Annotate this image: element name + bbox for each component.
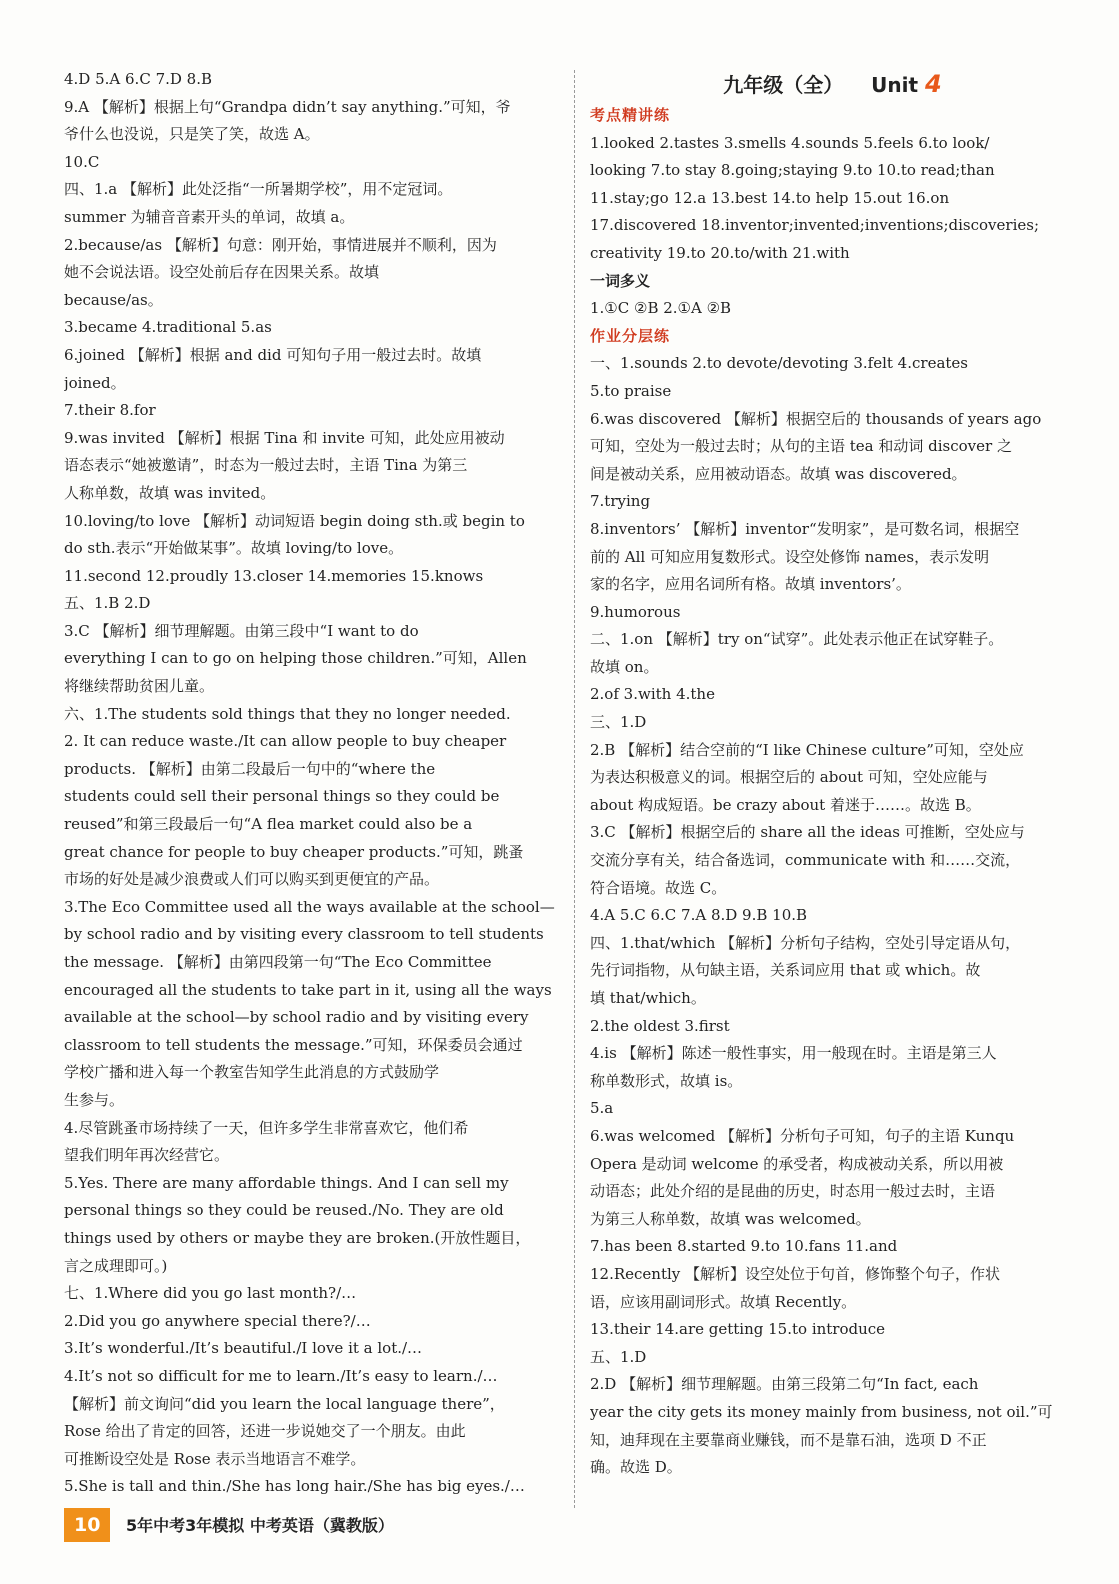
answer-line: everything I can to go on helping those children.”可知，Allen: [64, 649, 527, 668]
answer-line: students could sell their personal things so they could be: [64, 787, 500, 806]
answer-line: 人称单数，故填 was invited。: [64, 483, 276, 502]
answer-line: reused”和第三段最后一句“A flea market could also be a: [64, 815, 473, 834]
answer-line: 9.was invited 【解析】根据 Tina 和 invite 可知，此处应用被动: [64, 428, 505, 447]
book-title: 5年中考3年模拟 中考英语（冀教版）: [126, 1516, 394, 1535]
answer-line: 3.C 【解析】细节理解题。由第三段中“I want to do: [64, 621, 419, 640]
unit-number: 4: [925, 70, 942, 98]
answer-line: 确。故选 D。: [590, 1458, 682, 1477]
answer-line: things used by others or maybe they are broken.(开放性题目，: [64, 1228, 531, 1247]
answer-line: 爷什么也没说，只是笑了笑，故选 A。: [64, 125, 320, 144]
answer-line: 7.trying: [590, 492, 651, 511]
answer-line: 5.to praise: [590, 381, 672, 400]
answer-line: 11.second 12.proudly 13.closer 14.memories 15.knows: [64, 566, 484, 585]
answer-line: summer 为辅音音素开头的单词，故填 a。: [64, 207, 355, 226]
answer-line: 五、1.B 2.D: [64, 594, 151, 613]
answer-line: encouraged all the students to take part in it, using all the ways: [64, 980, 552, 999]
answer-line: 4.It’s not so difficult for me to learn./It’s easy to learn./…: [64, 1366, 498, 1385]
answer-line: 9.A 【解析】根据上句“Grandpa didn’t say anything.”可知，爷: [64, 97, 511, 116]
answer-line: about 构成短语。be crazy about 着迷于……。故选 B。: [590, 795, 981, 814]
answer-line: 12.Recently 【解析】设空处位于句首，修饰整个句子，作状: [590, 1264, 1001, 1283]
answer-line: 家的名字，应用名词所有格。故填 inventors’。: [590, 575, 911, 594]
answer-line: 填 that/which。: [590, 989, 706, 1007]
answer-line: 2. It can reduce waste./It can allow people to buy cheaper: [64, 732, 507, 751]
answer-line: 2.D 【解析】细节理解题。由第三段第二句“In fact, each: [590, 1375, 979, 1394]
answer-line: 二、1.on 【解析】try on“试穿”。此处表示他正在试穿鞋子。: [590, 630, 1004, 649]
answer-line: 前的 All 可知应用复数形式。设空处修饰 names，表示发明: [590, 547, 990, 566]
left-column: [64, 66, 560, 1501]
column-divider: [574, 70, 575, 1508]
answer-line: 为第三人称单数，故填 was welcomed。: [590, 1209, 871, 1228]
answer-line: 6.was discovered 【解析】根据空后的 thousands of years ago: [590, 409, 1042, 428]
answer-line: by school radio and by visiting every classroom to tell students: [64, 925, 544, 944]
answers-block-kaodian: [590, 130, 1075, 268]
answer-line: 2.B 【解析】结合空前的“I like Chinese culture”可知，空处应: [590, 740, 1024, 759]
answer-line: 将继续帮助贫困儿童。: [64, 677, 215, 696]
answer-line: looking 7.to stay 8.going;staying 9.to 10.to read;than: [590, 161, 995, 180]
grade-label: 九年级（全）: [723, 73, 844, 97]
right-column: [590, 66, 1075, 1482]
answer-line: 9.humorous: [590, 602, 681, 621]
answer-line: the message. 【解析】由第四段第一句“The Eco Committee: [64, 953, 492, 971]
answer-line: 1.looked 2.tastes 3.smells 4.sounds 5.feels 6.to look/: [590, 133, 990, 152]
answer-line: 1.①C ②B 2.①A ②B: [590, 299, 732, 318]
answer-line: 语态表示“她被邀请”，时态为一般过去时，主语 Tina 为第三: [64, 456, 468, 475]
answer-line: 7.their 8.for: [64, 401, 156, 420]
answer-line: 17.discovered 18.inventor;invented;inventions;discoveries;: [590, 216, 1040, 235]
answer-line: 4.D 5.A 6.C 7.D 8.B: [64, 70, 213, 88]
answer-line: 10.loving/to love 【解析】动词短语 begin doing sth.或 begin to: [64, 511, 525, 530]
answer-line: 生参与。: [64, 1090, 125, 1109]
answer-line: year the city gets its money mainly from business, not oil.”可: [590, 1402, 1053, 1421]
answer-line: 间是被动关系，应用被动语态。故填 was discovered。: [590, 464, 967, 483]
answer-line: 4.尽管跳蚤市场持续了一天，但许多学生非常喜欢它，他们希: [64, 1118, 469, 1137]
answer-line: 11.stay;go 12.a 13.best 14.to help 15.out 16.on: [590, 188, 950, 207]
answer-line: 先行词指物，从句缺主语，关系词应用 that 或 which。故: [590, 961, 981, 980]
answer-line: 7.has been 8.started 9.to 10.fans 11.and: [590, 1237, 898, 1256]
answer-line: do sth.表示“开始做某事”。故填 loving/to love。: [64, 539, 404, 558]
answer-line: 2.the oldest 3.first: [590, 1016, 730, 1035]
page-number: 10: [64, 1508, 110, 1542]
unit-title: [590, 66, 1075, 102]
answer-line: joined。: [64, 373, 126, 392]
answer-line: 3.It’s wonderful./It’s beautiful./I love it a lot./…: [64, 1339, 423, 1358]
answer-line: 6.was welcomed 【解析】分析句子可知，句子的主语 Kunqu: [590, 1126, 1015, 1145]
answer-line: 六、1.The students sold things that they no longer needed.: [64, 704, 511, 723]
answer-line: 13.their 14.are getting 15.to introduce: [590, 1320, 886, 1339]
section-heading-kaodian: 考点精讲练: [590, 106, 671, 124]
answer-line: 3.became 4.traditional 5.as: [64, 318, 272, 337]
answer-line: 10.C: [64, 152, 100, 171]
answer-line: 一、1.sounds 2.to devote/devoting 3.felt 4.creates: [590, 354, 968, 373]
answer-line: 【解析】前文询问“did you learn the local language there”，: [64, 1394, 505, 1413]
answer-line: 学校广播和进入每一个教室告知学生此消息的方式鼓励学: [64, 1063, 440, 1082]
answer-line: 语，应该用副词形式。故填 Recently。: [590, 1292, 857, 1311]
answer-line: 称单数形式，故填 is。: [590, 1071, 743, 1090]
answer-line: classroom to tell students the message.”可知，环保委员会通过: [64, 1035, 523, 1054]
answer-line: 市场的好处是减少浪费或人们可以购买到更便宜的产品。: [64, 870, 440, 889]
answer-line: 符合语境。故选 C。: [590, 878, 727, 897]
answer-line: 言之成理即可。): [64, 1256, 168, 1275]
answer-line: 3.The Eco Committee used all the ways available at the school—: [64, 897, 555, 916]
answer-line: 五、1.D: [590, 1347, 647, 1366]
answer-line: 4.A 5.C 6.C 7.A 8.D 9.B 10.B: [590, 906, 808, 925]
answer-line: 四、1.that/which 【解析】分析句子结构，空处引导定语从句，: [590, 933, 1021, 952]
answer-line: 2.because/as 【解析】句意：刚开始，事情进展并不顺利，因为: [64, 235, 497, 254]
answer-line: 为表达积极意义的词。根据空后的 about 可知，空处应能与: [590, 768, 988, 787]
answers-block-yicixuoyi: [590, 295, 1075, 323]
page-footer: [64, 1508, 394, 1542]
answer-line: great chance for people to buy cheaper products.”可知，跳蚤: [64, 842, 524, 861]
answer-line: 七、1.Where did you go last month?/…: [64, 1284, 357, 1303]
answer-line: 3.C 【解析】根据空后的 share all the ideas 可推断，空处应与: [590, 823, 1025, 842]
answer-line: creativity 19.to 20.to/with 21.with: [590, 243, 850, 262]
answer-line: Opera 是动词 welcome 的承受者，构成被动关系，所以用被: [590, 1154, 1004, 1173]
answer-line: 2.of 3.with 4.the: [590, 685, 715, 704]
answer-line: 5.Yes. There are many affordable things. And I can sell my: [64, 1173, 509, 1192]
answer-line: 5.a: [590, 1099, 614, 1118]
answer-line: 三、1.D: [590, 713, 647, 732]
answer-line: products. 【解析】由第二段最后一句中的“where the: [64, 759, 436, 778]
answer-line: 可知，空处为一般过去时；从句的主语 tea 和动词 discover 之: [590, 437, 1012, 456]
answer-line: 4.is 【解析】陈述一般性事实，用一般现在时。主语是第三人: [590, 1044, 997, 1063]
answer-line: 8.inventors’ 【解析】inventor“发明家”，是可数名词，根据空: [590, 519, 1020, 538]
answer-line: 故填 on。: [590, 657, 659, 676]
answer-line: 5.She is tall and thin./She has long hair./She has big eyes./…: [64, 1477, 525, 1496]
answer-line: Rose 给出了肯定的回答，还进一步说她交了一个朋友。由此: [64, 1422, 466, 1441]
answer-line: 2.Did you go anywhere special there?/…: [64, 1311, 371, 1330]
section-heading-yicixuoyi: 一词多义: [590, 271, 651, 290]
answers-block-zuoye: [590, 350, 1075, 1481]
answer-line: 可推断设空处是 Rose 表示当地语言不难学。: [64, 1449, 366, 1468]
section-heading-zuoye: 作业分层练: [590, 326, 671, 345]
answer-line: available at the school—by school radio and by visiting every: [64, 1008, 529, 1027]
answer-line: 望我们明年再次经营它。: [64, 1146, 230, 1165]
answer-line: 交流分享有关，结合备选词，communicate with 和……交流，: [590, 851, 1021, 870]
answer-line: 6.joined 【解析】根据 and did 可知句子用一般过去时。故填: [64, 345, 482, 364]
answer-line: personal things so they could be reused./No. They are old: [64, 1201, 504, 1220]
answer-line: 动语态；此处介绍的是昆曲的历史，时态用一般过去时，主语: [590, 1182, 996, 1201]
answer-line: 四、1.a 【解析】此处泛指“一所暑期学校”，用不定冠词。: [64, 180, 453, 199]
answer-line: because/as。: [64, 290, 163, 309]
answer-line: 她不会说法语。设空处前后存在因果关系。故填: [64, 263, 380, 282]
unit-label: Unit: [871, 73, 919, 97]
answer-line: 知，迪拜现在主要靠商业赚钱，而不是靠石油，选项 D 不正: [590, 1430, 987, 1449]
